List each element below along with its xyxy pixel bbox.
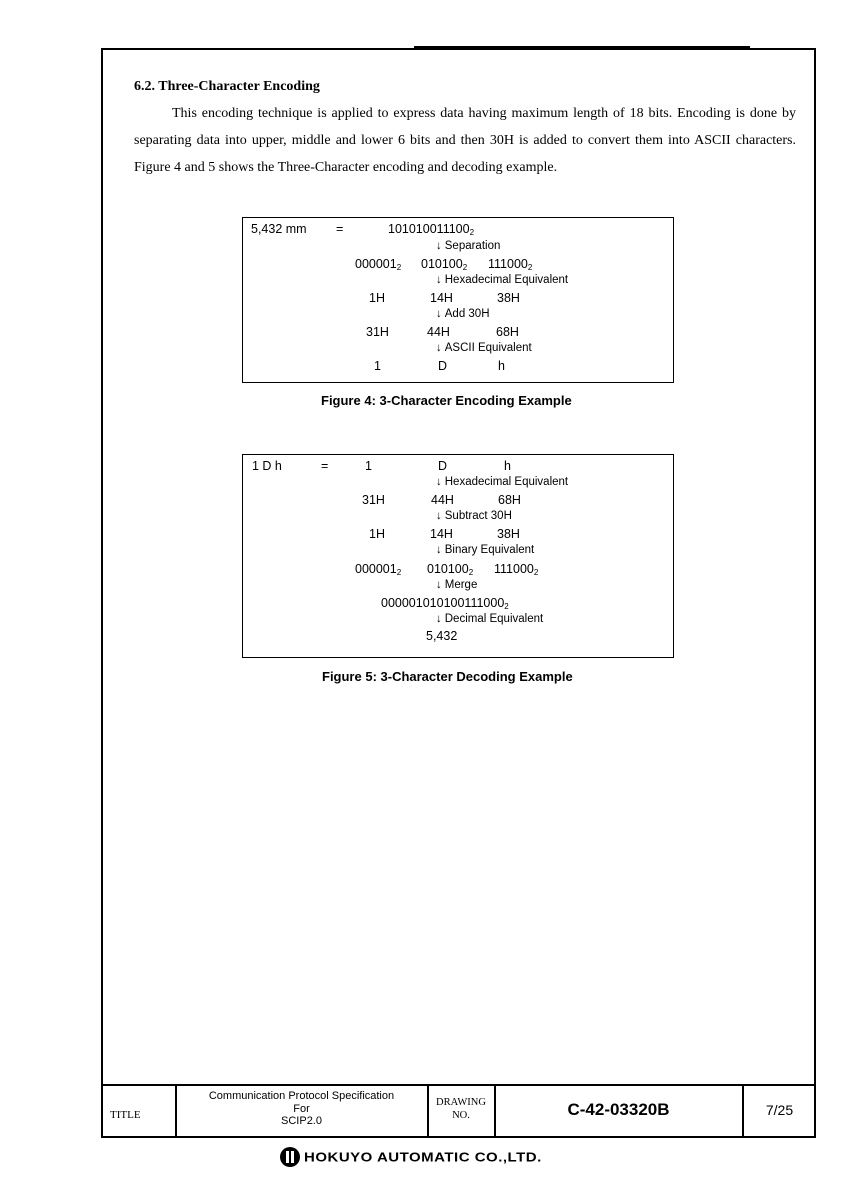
fig4-binary: $101010011100_2$: [388, 222, 475, 237]
fig4-hex-3: 38H: [497, 291, 520, 305]
fig5-equals: =: [321, 459, 329, 473]
fig4-step-ascii: ↓ ASCII Equivalent: [436, 342, 532, 354]
fig5-step-merge: ↓ Merge: [436, 579, 478, 591]
fig4-char-2: D: [438, 359, 448, 373]
footer-top-border: [101, 1084, 816, 1086]
down-arrow-icon: ↓: [436, 510, 442, 522]
fig4-step-separation: ↓ Separation: [436, 240, 501, 252]
fig5-decimal: 5,432: [426, 629, 458, 643]
fig5-char-1: 1: [365, 459, 372, 473]
fig4-equals: =: [336, 222, 344, 236]
figure-5-caption: Figure 5: 3-Character Decoding Example: [322, 669, 573, 684]
fig5-step-hex: ↓ Hexadecimal Equivalent: [436, 476, 569, 488]
fig4-hex-2: 14H: [430, 291, 453, 305]
down-arrow-icon: ↓: [436, 240, 442, 252]
fig4-label: 5,432 mm: [251, 222, 307, 236]
footer-title-text: Communication Protocol Specification For SCIP2.0: [208, 1090, 395, 1127]
fig5-group-1: $000001_2$: [355, 562, 402, 577]
fig4-char-1: 1: [374, 359, 381, 373]
down-arrow-icon: ↓: [436, 579, 442, 591]
fig4-step-add: ↓ Add 30H: [436, 308, 490, 320]
company-logo: [280, 1146, 542, 1168]
fig5-hexplus-3: 68H: [498, 493, 521, 507]
fig4-step-hex: ↓ Hexadecimal Equivalent: [436, 274, 569, 286]
fig4-group-1: $000001_2$: [355, 257, 402, 272]
fig4-group-3: $111000_2$: [488, 257, 533, 272]
footer-page-number: 7/25: [765, 1102, 794, 1118]
fig4-hexplus-1: 31H: [366, 325, 389, 339]
down-arrow-icon: ↓: [436, 342, 442, 354]
fig5-hexplus-1: 31H: [362, 493, 385, 507]
fig5-step-decimal: ↓ Decimal Equivalent: [436, 613, 544, 625]
down-arrow-icon: ↓: [436, 308, 442, 320]
fig5-char-3: h: [504, 459, 511, 473]
fig5-char-2: D: [438, 459, 448, 473]
figure-4-caption: Figure 4: 3-Character Encoding Example: [321, 393, 572, 408]
section-heading: 6.2. Three-Character Encoding: [134, 79, 320, 94]
top-accent-line: [414, 46, 750, 49]
fig5-hex-2: 14H: [430, 527, 453, 541]
hokuyo-logo-icon: [280, 1147, 300, 1167]
paragraph-text: This encoding technique is applied to express data having maximum length of 18 bits. Encoding is done by separating data into upper, middle and lower 6 bits and then 30H is added to convert them into ASCII characters. Figure 4 and 5 shows the Three-Character encoding and decoding example.: [134, 106, 796, 175]
fig5-label: 1 D h: [252, 459, 282, 473]
fig5-step-subtract: ↓ Subtract 30H: [436, 510, 512, 522]
fig4-hexplus-3: 68H: [496, 325, 519, 339]
down-arrow-icon: ↓: [436, 274, 442, 286]
fig5-hex-1: 1H: [369, 527, 385, 541]
fig4-hex-1: 1H: [369, 291, 385, 305]
footer-drawing-number: C-42-03320B: [567, 1100, 670, 1119]
down-arrow-icon: ↓: [436, 613, 442, 625]
section-paragraph: [134, 100, 796, 181]
fig4-group-2: $010100_2$: [421, 257, 468, 272]
fig4-hexplus-2: 44H: [427, 325, 450, 339]
down-arrow-icon: ↓: [436, 476, 442, 488]
fig5-hex-3: 38H: [497, 527, 520, 541]
fig5-group-2: $010100_2$: [427, 562, 474, 577]
company-name: HOKUYO AUTOMATIC CO.,LTD.: [304, 1149, 542, 1165]
fig4-char-3: h: [498, 359, 505, 373]
footer-drawing-label: DRAWING NO.: [436, 1097, 486, 1121]
fig5-hexplus-2: 44H: [431, 493, 454, 507]
down-arrow-icon: ↓: [436, 544, 442, 556]
footer-title-label: TITLE: [110, 1109, 141, 1121]
fig5-merged: $000001010100111000_2$: [381, 596, 509, 611]
fig5-group-3: $111000_2$: [494, 562, 539, 577]
fig5-step-binary: ↓ Binary Equivalent: [436, 544, 535, 556]
